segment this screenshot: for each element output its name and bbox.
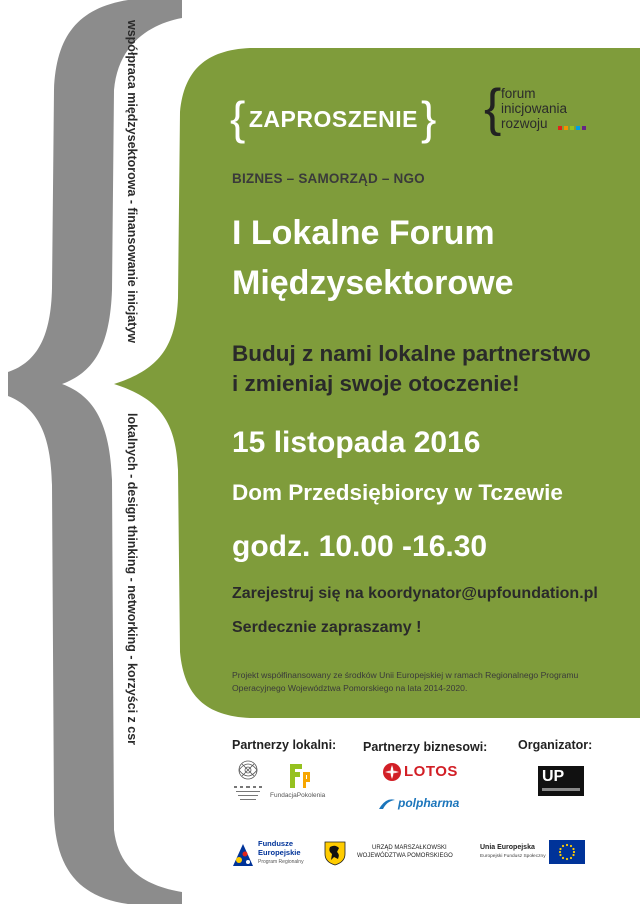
fp-mark-icon: [288, 762, 312, 790]
brace-close: }: [420, 92, 437, 144]
gray-brace-shape: [8, 0, 182, 904]
lotos-label: LOTOS: [404, 763, 458, 780]
logo-line-2: inicjowania: [501, 101, 568, 116]
invitation-label: ZAPROSZENIE: [248, 106, 418, 132]
welcome-line: Serdecznie zapraszamy !: [232, 619, 422, 636]
fe-stars-icon: [231, 840, 255, 868]
griffin-crest-icon: [322, 840, 348, 866]
pomorskie-line-2: WOJEWÓDZTWA POMORSKIEGO: [357, 853, 453, 859]
sectors-line: BIZNES – SAMORZĄD – NGO: [232, 171, 425, 186]
fundacja-pokolenia-label: FundacjaPokolenia: [270, 792, 326, 799]
logo-color-dots: [558, 126, 586, 130]
fe-line-1: Fundusze: [258, 839, 293, 848]
up-label: UP: [542, 768, 565, 785]
event-date: 15 listopada 2016: [232, 426, 481, 459]
event-place: Dom Przedsiębiorcy w Tczewie: [232, 480, 563, 505]
ornament-icon: [228, 756, 268, 806]
event-title-line-1: I Lokalne Forum: [232, 214, 495, 252]
funding-note-line-2: Operacyjnego Województwa Pomorskiego na lata 2014-2020.: [232, 683, 468, 693]
logo-brace: {: [484, 79, 502, 137]
funding-note: [232, 669, 592, 695]
event-title: [232, 208, 514, 308]
pomorskie-logo: [322, 840, 462, 868]
logo-line-3: rozwoju: [501, 116, 548, 131]
fundacja-pokolenia-logo: [270, 762, 342, 804]
unia-europejska-logo: [480, 840, 590, 868]
local-partner-1-logo: [228, 756, 268, 806]
fe-line-3: Program Regionalny: [258, 859, 304, 865]
brace-open: {: [230, 92, 246, 144]
forum-inicjowania-rozwoju-logo: [484, 79, 594, 138]
funding-note-line-1: Projekt współfinansowany ze środków Unii Europejskiej w ramach Regionalnego Programu: [232, 670, 579, 680]
fundusze-europejskie-logo: [231, 838, 316, 870]
invitation-heading: [230, 84, 437, 144]
fe-line-2: Europejskie: [258, 848, 301, 857]
eu-line-1: Unia Europejska: [480, 844, 535, 851]
eu-line-2: Europejski Fundusz Społeczny: [480, 854, 546, 859]
side-text-bottom: lokalnych - design thinking - networking - korzyści z csr: [125, 413, 139, 746]
pomorskie-line-1: URZĄD MARSZAŁKOWSKI: [372, 845, 447, 851]
organizer-title: Organizator:: [518, 738, 593, 752]
event-subtitle-line-1: Buduj z nami lokalne partnerstwo: [232, 341, 591, 366]
up-foundation-logo: [538, 766, 584, 796]
event-subtitle: [232, 339, 591, 399]
polpharma-swoosh-icon: [378, 797, 396, 811]
registration-line: Zarejestruj się na koordynator@upfoundation.pl: [232, 585, 598, 602]
event-subtitle-line-2: i zmieniaj swoje otoczenie!: [232, 371, 520, 396]
local-partners-title: Partnerzy lokalni:: [232, 738, 337, 752]
lotos-flower-icon: [382, 762, 402, 782]
polpharma-logo: [378, 795, 468, 813]
side-text-top: współpraca międzysektorowa - finansowanie inicjatyw: [125, 20, 139, 344]
eu-flag-icon: [549, 840, 585, 864]
event-hours: godz. 10.00 -16.30: [232, 530, 488, 563]
lotos-logo: [382, 761, 458, 783]
polpharma-label: polpharma: [398, 796, 460, 810]
business-partners-title: Partnerzy biznesowi:: [363, 740, 488, 754]
event-title-line-2: Międzysektorowe: [232, 264, 514, 302]
logo-line-1: forum: [501, 86, 536, 101]
